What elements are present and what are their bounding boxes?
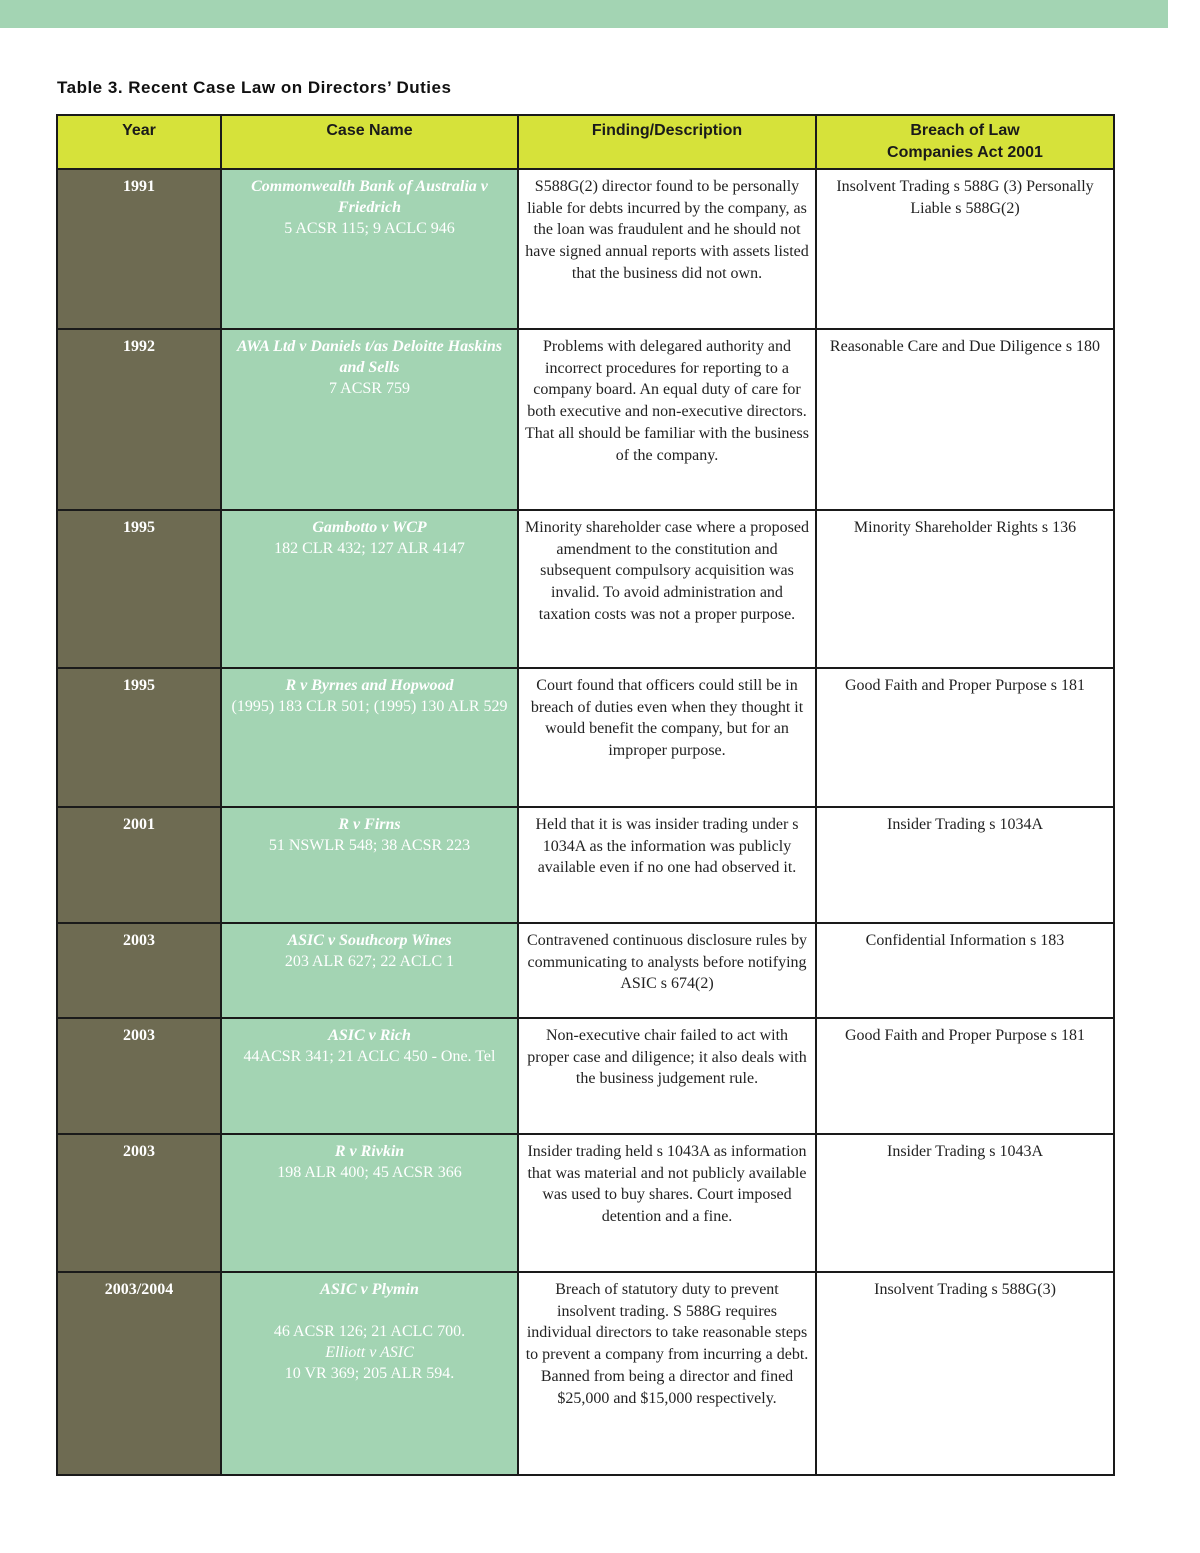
case-name: R v Byrnes and Hopwood [285,677,454,694]
case-name: R v Firns [338,816,401,833]
finding-cell: S588G(2) director found to be personally liable for debts incurred by the company, as the loan was fraudulent and he should not have signed annual reports with assets listed that the business did not own. [518,169,816,329]
case-citation: 203 ALR 627; 22 ACLC 1 [284,953,455,970]
case-citation: 198 ALR 400; 45 ACSR 366 [277,1164,462,1181]
year-cell: 2003 [57,1134,221,1272]
breach-cell: Insolvent Trading s 588G (3) Personally Liable s 588G(2) [816,169,1114,329]
case-citation: 5 ACSR 115; 9 ACLC 946 [284,220,455,237]
year-cell: 1992 [57,329,221,510]
finding-cell: Non-executive chair failed to act with proper case and diligence; it also deals with the business judgement rule. [518,1018,816,1134]
year-cell: 1995 [57,510,221,668]
top-color-band [0,0,1168,28]
header-breach-line1: Breach of Law [910,122,1020,139]
breach-cell: Confidential Information s 183 [816,923,1114,1018]
table-row [57,807,1114,923]
table-row [57,1134,1114,1272]
table-row [57,510,1114,668]
case-name: ASIC v Plymin [320,1281,419,1298]
finding-cell: Breach of statutory duty to prevent insolvent trading. S 588G requires individual directors to take reasonable steps to prevent a company from incurring a debt. Banned from being a director and fined $25,000 and $15,000 respectively. [518,1272,816,1475]
finding-cell: Problems with delegared authority and incorrect procedures for reporting to a company board. An equal duty of care for both executive and non-executive directors. That all should be familiar with the business of the company. [518,329,816,510]
breach-cell: Reasonable Care and Due Diligence s 180 [816,329,1114,510]
finding-cell: Court found that officers could still be in breach of duties even when they thought it would benefit the company, but for an improper purpose. [518,668,816,807]
case-cell [221,169,518,329]
case-cell [221,1018,518,1134]
header-breach-line2: Companies Act 2001 [887,144,1043,161]
table-title: Table 3. Recent Case Law on Directors’ Duties [57,78,452,97]
case-citation: 182 CLR 432; 127 ALR 4147 [274,540,465,557]
case-cell [221,807,518,923]
case-citation: (1995) 183 CLR 501; (1995) 130 ALR 529 [231,698,508,715]
year-cell: 1991 [57,169,221,329]
case-cell [221,510,518,668]
year-cell: 2003/2004 [57,1272,221,1475]
case-citation: 44ACSR 341; 21 ACLC 450 - One. Tel [243,1048,496,1065]
header-year: Year [57,115,221,169]
case-cell [221,1134,518,1272]
table-row [57,1272,1114,1475]
case-law-table [56,114,1115,1476]
case-name: Commonwealth Bank of Australia v Friedrich [251,178,488,216]
case-cell [221,329,518,510]
case-cell [221,668,518,807]
breach-cell: Good Faith and Proper Purpose s 181 [816,668,1114,807]
case-cell [221,1272,518,1475]
breach-cell: Minority Shareholder Rights s 136 [816,510,1114,668]
header-row [57,115,1114,169]
finding-cell: Held that it is was insider trading under s 1034A as the information was publicly available even if no one had observed it. [518,807,816,923]
header-case-name: Case Name [221,115,518,169]
case-name: R v Rivkin [334,1143,405,1160]
year-cell: 2003 [57,923,221,1018]
case-citation-italic: Elliott v ASIC [325,1344,414,1361]
table-row [57,668,1114,807]
breach-cell: Insider Trading s 1043A [816,1134,1114,1272]
breach-cell: Insolvent Trading s 588G(3) [816,1272,1114,1475]
case-citation-part2: 10 VR 369; 205 ALR 594. [284,1365,455,1382]
table-row [57,923,1114,1018]
breach-cell: Good Faith and Proper Purpose s 181 [816,1018,1114,1134]
breach-cell: Insider Trading s 1034A [816,807,1114,923]
header-breach [816,115,1114,169]
case-cell [221,923,518,1018]
case-name: ASIC v Southcorp Wines [287,932,452,949]
finding-cell: Insider trading held s 1043A as information that was material and not publicly available was used to buy shares. Court imposed detention and a fine. [518,1134,816,1272]
case-citation: 51 NSWLR 548; 38 ACSR 223 [268,837,471,854]
table-row [57,1018,1114,1134]
table-row [57,329,1114,510]
case-citation: 7 ACSR 759 [329,380,410,397]
case-citation-part1: 46 ACSR 126; 21 ACLC 700. [273,1323,466,1340]
header-finding: Finding/Description [518,115,816,169]
year-cell: 2003 [57,1018,221,1134]
finding-cell: Minority shareholder case where a proposed amendment to the constitution and subsequent compulsory acquisition was invalid. To avoid administration and taxation costs was not a proper purpose. [518,510,816,668]
year-cell: 2001 [57,807,221,923]
case-name: AWA Ltd v Daniels t/as Deloitte Haskins and Sells [237,338,502,376]
year-cell: 1995 [57,668,221,807]
case-citation [228,1300,511,1405]
case-name: Gambotto v WCP [312,519,427,536]
table-row [57,169,1114,329]
case-name: ASIC v Rich [328,1027,411,1044]
finding-cell: Contravened continuous disclosure rules by communicating to analysts before notifying ASIC s 674(2) [518,923,816,1018]
